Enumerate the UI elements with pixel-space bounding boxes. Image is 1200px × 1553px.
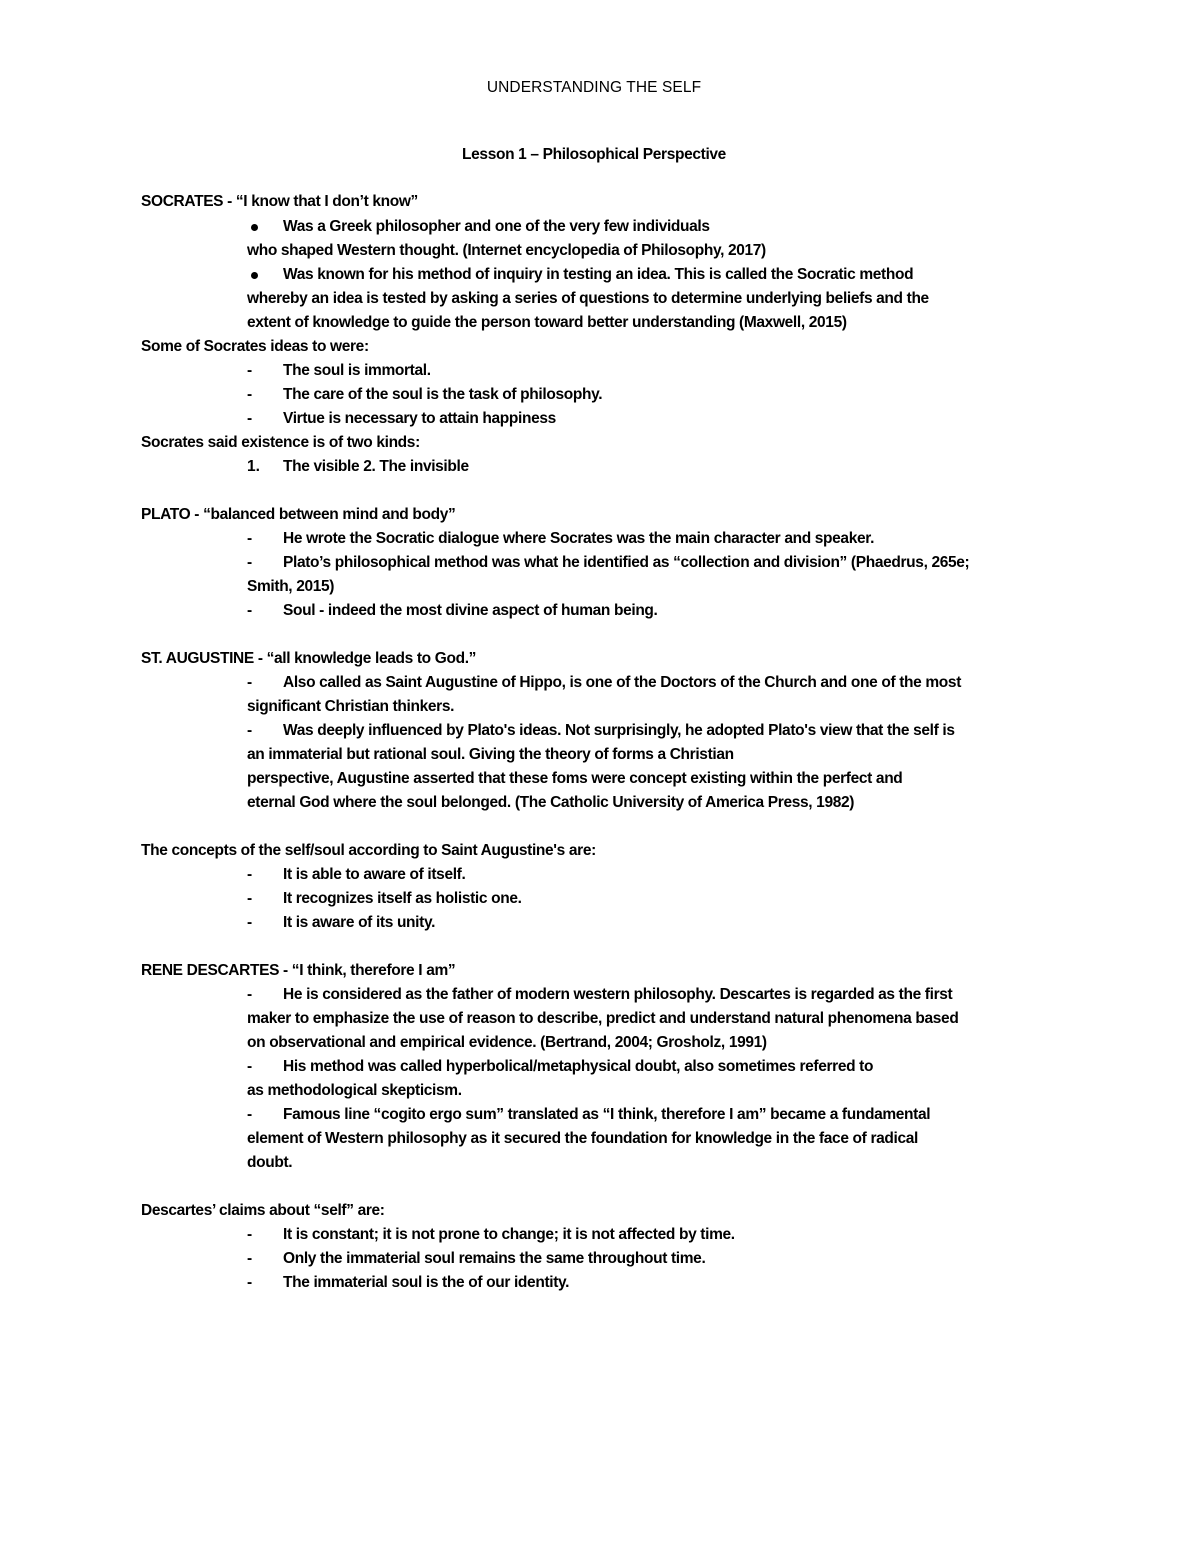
bullet-icon <box>251 224 258 231</box>
dash-marker: - <box>247 1226 253 1243</box>
augustine-heading: ST. AUGUSTINE - “all knowledge leads to God.” <box>141 650 477 667</box>
socrates-heading: SOCRATES - “I know that I don’t know” <box>141 193 418 210</box>
augustine-concept-3: It is aware of its unity. <box>283 914 436 931</box>
number-marker: 1. <box>247 458 260 475</box>
plato-heading: PLATO - “balanced between mind and body” <box>141 506 456 523</box>
socrates-existence-heading: Socrates said existence is of two kinds: <box>141 434 420 451</box>
descartes-heading: RENE DESCARTES - “I think, therefore I am” <box>141 962 456 979</box>
plato-point-3: Soul - indeed the most divine aspect of human being. <box>283 602 658 619</box>
dash-marker: - <box>247 986 253 1003</box>
augustine-point-2-line-2: an immaterial but rational soul. Giving the theory of forms a Christian <box>247 746 734 763</box>
descartes-point-1-line-3: on observational and empirical evidence. (Bertrand, 2004; Grosholz, 1991) <box>247 1034 767 1051</box>
augustine-concept-1: It is able to aware of itself. <box>283 866 466 883</box>
dash-marker: - <box>247 1250 253 1267</box>
socrates-existence-item: The visible 2. The invisible <box>283 458 469 475</box>
bullet-icon <box>251 272 258 279</box>
socrates-idea-2: The care of the soul is the task of philosophy. <box>283 386 603 403</box>
augustine-point-1-line-1: Also called as Saint Augustine of Hippo, is one of the Doctors of the Church and one of the most <box>283 674 962 691</box>
dash-marker: - <box>247 674 253 691</box>
dash-marker: - <box>247 410 253 427</box>
dash-marker: - <box>247 1106 253 1123</box>
descartes-claims-heading: Descartes’ claims about “self” are: <box>141 1202 385 1219</box>
document-title: UNDERSTANDING THE SELF <box>486 79 702 96</box>
socrates-point-1-line-1: Was a Greek philosopher and one of the very few individuals <box>283 218 710 235</box>
descartes-point-1-line-2: maker to emphasize the use of reason to describe, predict and understand natural phenomena based <box>247 1010 959 1027</box>
descartes-point-2-line-1: His method was called hyperbolical/metaphysical doubt, also sometimes referred to <box>283 1058 874 1075</box>
dash-marker: - <box>247 890 253 907</box>
dash-marker: - <box>247 362 253 379</box>
descartes-point-3-line-2: element of Western philosophy as it secured the foundation for knowledge in the face of radical <box>247 1130 918 1147</box>
plato-point-2-line-1: Plato’s philosophical method was what he identified as “collection and division” (Phaedrus, 265e; <box>283 554 970 571</box>
socrates-point-2-line-3: extent of knowledge to guide the person toward better understanding (Maxwell, 2015) <box>247 314 847 331</box>
dash-marker: - <box>247 554 253 571</box>
augustine-point-2-line-4: eternal God where the soul belonged. (The Catholic University of America Press, 1982) <box>247 794 855 811</box>
descartes-claim-1: It is constant; it is not prone to change; it is not affected by time. <box>283 1226 735 1243</box>
dash-marker: - <box>247 1274 253 1291</box>
socrates-ideas-heading: Some of Socrates ideas to were: <box>141 338 369 355</box>
dash-marker: - <box>247 602 253 619</box>
socrates-point-1-line-2: who shaped Western thought. (Internet encyclopedia of Philosophy, 2017) <box>247 242 766 259</box>
descartes-claim-2: Only the immaterial soul remains the same throughout time. <box>283 1250 706 1267</box>
descartes-point-3-line-1: Famous line “cogito ergo sum” translated as “I think, therefore I am” became a fundamental <box>283 1106 931 1123</box>
plato-point-1: He wrote the Socratic dialogue where Socrates was the main character and speaker. <box>283 530 875 547</box>
augustine-concept-2: It recognizes itself as holistic one. <box>283 890 522 907</box>
descartes-claim-3: The immaterial soul is the of our identity. <box>283 1274 570 1291</box>
descartes-point-3-line-3: doubt. <box>247 1154 293 1171</box>
dash-marker: - <box>247 386 253 403</box>
descartes-point-2-line-2: as methodological skepticism. <box>247 1082 462 1099</box>
dash-marker: - <box>247 530 253 547</box>
dash-marker: - <box>247 722 253 739</box>
socrates-idea-3: Virtue is necessary to attain happiness <box>283 410 556 427</box>
augustine-concepts-heading: The concepts of the self/soul according to Saint Augustine's are: <box>141 842 596 859</box>
descartes-point-1-line-1: He is considered as the father of modern western philosophy. Descartes is regarded as the first <box>283 986 953 1003</box>
lesson-title: Lesson 1 – Philosophical Perspective <box>462 146 726 163</box>
augustine-point-1-line-2: significant Christian thinkers. <box>247 698 455 715</box>
plato-point-2-line-2: Smith, 2015) <box>247 578 335 595</box>
socrates-point-2-line-1: Was known for his method of inquiry in testing an idea. This is called the Socratic method <box>283 266 914 283</box>
dash-marker: - <box>247 866 253 883</box>
dash-marker: - <box>247 914 253 931</box>
dash-marker: - <box>247 1058 253 1075</box>
socrates-point-2-line-2: whereby an idea is tested by asking a series of questions to determine underlying beliefs and the <box>247 290 929 307</box>
socrates-idea-1: The soul is immortal. <box>283 362 431 379</box>
augustine-point-2-line-3: perspective, Augustine asserted that these foms were concept existing within the perfect and <box>247 770 903 787</box>
augustine-point-2-line-1: Was deeply influenced by Plato's ideas. Not surprisingly, he adopted Plato's view that the self is <box>283 722 955 739</box>
